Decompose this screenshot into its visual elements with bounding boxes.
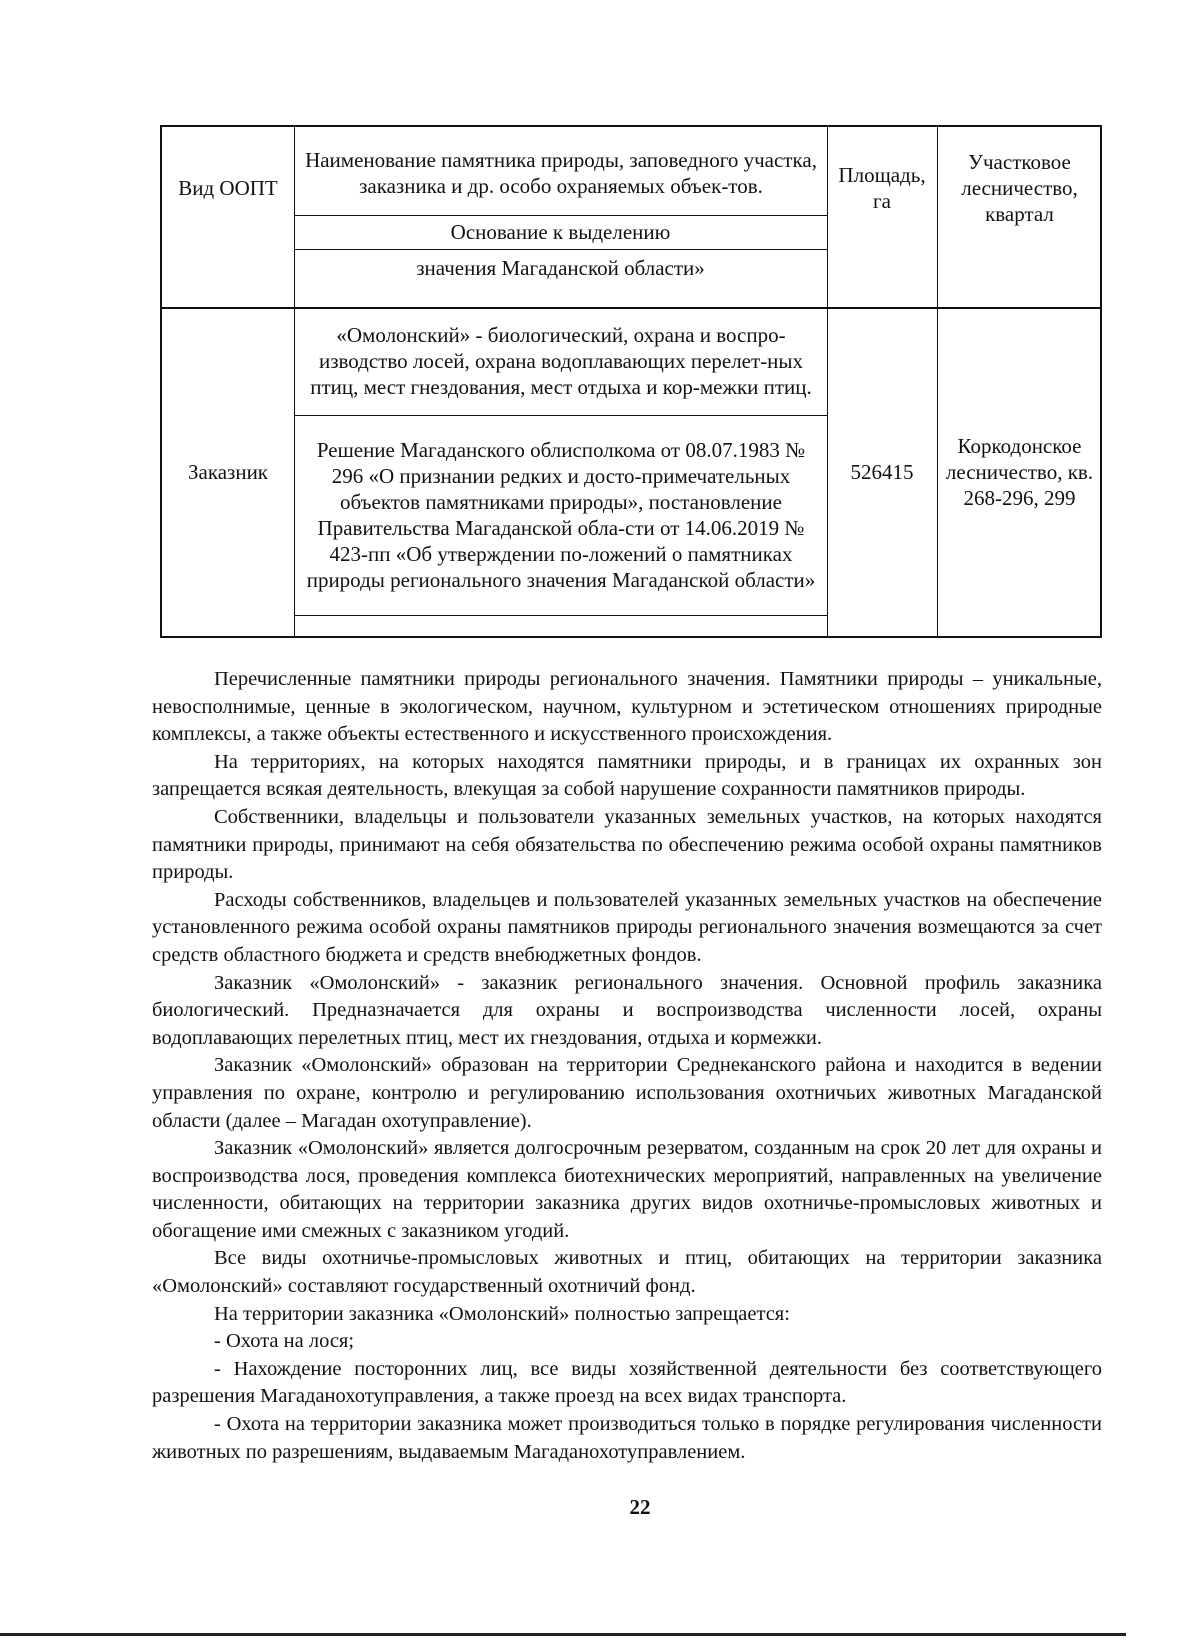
header-type: Вид ООПТ [178, 176, 278, 200]
bottom-rule [0, 1633, 1126, 1636]
protected-areas-table [160, 125, 1102, 638]
row-name: «Омолонский» - биологический, охрана и воспро-изводство лосей, охрана водоплавающих перелет-ных птиц, мест гнездования, мест отдыха и кор-межки птиц. [310, 323, 812, 399]
row-forestry: Коркодонское лесничество, кв. 268-296, 299 [945, 434, 1094, 510]
paragraph: Расходы собственников, владельцев и пользователей указанных земельных участков на обеспечение установленного режима особой охраны памятников природы регионального значения возмещаются за счет средств областного бюджета и средств внебюджетных фондов. [152, 888, 1102, 966]
paragraph: Заказник «Омолонский» - заказник регионального значения. Основной профиль заказника биологический. Предназначается для охраны и воспроизводства численности лосей, охраны водоплавающих перелетных птиц, мест их гнездования, отдыха и кормежки. [152, 971, 1102, 1049]
paragraph: На территориях, на которых находятся памятники природы, и в границах их охранных зон запрещается всякая деятельность, влекущая за собой нарушение сохранности памятников природы. [152, 750, 1102, 801]
paragraph: На территории заказника «Омолонский» полностью запрещается: [214, 1302, 790, 1325]
paragraph: Заказник «Омолонский» является долгосрочным резерватом, созданным на срок 20 лет для охраны и воспроизводства лося, проведения комплекса биотехнических мероприятий, направленных на увеличение численности, обитающих на территории заказника других видов охотничье-промысловых животных и обогащение ими смежных с заказником угодий. [152, 1137, 1102, 1242]
row-area: 526415 [850, 460, 914, 484]
row-basis: Решение Магаданского облисполкома от 08.07.1983 № 296 «О признании редких и досто-примечательных объектов памятниками природы», постановление Правительства Магаданской обла-сти от 14.06.2019 № 423-пп «Об утверждении по-ложений о памятниках природы регионального значения Магаданской области» [306, 438, 816, 592]
header-forestry: Участковое лесничество, квартал [961, 150, 1078, 226]
paragraph: Заказник «Омолонский» образован на территории Среднеканского района и находится в ведении управления по охране, контролю и регулированию использования охотничьих животных Магаданской области (далее – Магадан охотуправление). [152, 1054, 1102, 1132]
header-area: Площадь, га [838, 163, 926, 213]
paragraph: Собственники, владельцы и пользователи указанных земельных участков, на которых находятся памятники природы, принимают на себя обязательства по обеспечению режима особой охраны памятников природы. [152, 805, 1102, 884]
body-text [152, 666, 1102, 1466]
header-name: Наименование памятника природы, заповедного участка, заказника и др. особо охраняемых объек-тов. [305, 148, 817, 198]
list-item: - Охота на лося; [214, 1330, 355, 1353]
list-item: - Нахождение посторонних лиц, все виды хозяйственной деятельности без соответствующего разрешения Магаданохотуправления, а также проезд на всех видах транспорта. [152, 1357, 1102, 1408]
page-number: 22 [629, 1495, 651, 1519]
paragraph: Все виды охотничье-промысловых животных и птиц, обитающих на территории заказника «Омолонский» составляют государственный охотничий фонд. [152, 1247, 1102, 1298]
list-item: - Охота на территории заказника может производиться только в порядке регулирования численности животных по разрешениям, выдаваемым Магаданохотуправлением. [152, 1413, 1102, 1463]
header-basis-tail: значения Магаданской области» [416, 256, 705, 280]
header-basis: Основание к выделению [450, 220, 671, 244]
row-type: Заказник [187, 460, 269, 484]
paragraph: Перечисленные памятники природы регионального значения. Памятники природы – уникальные, невосполнимые, ценные в экологическом, научном, культурном и эстетическом отношениях природные комплексы, а также объекты естественного и искусственного происхождения. [152, 668, 1102, 746]
